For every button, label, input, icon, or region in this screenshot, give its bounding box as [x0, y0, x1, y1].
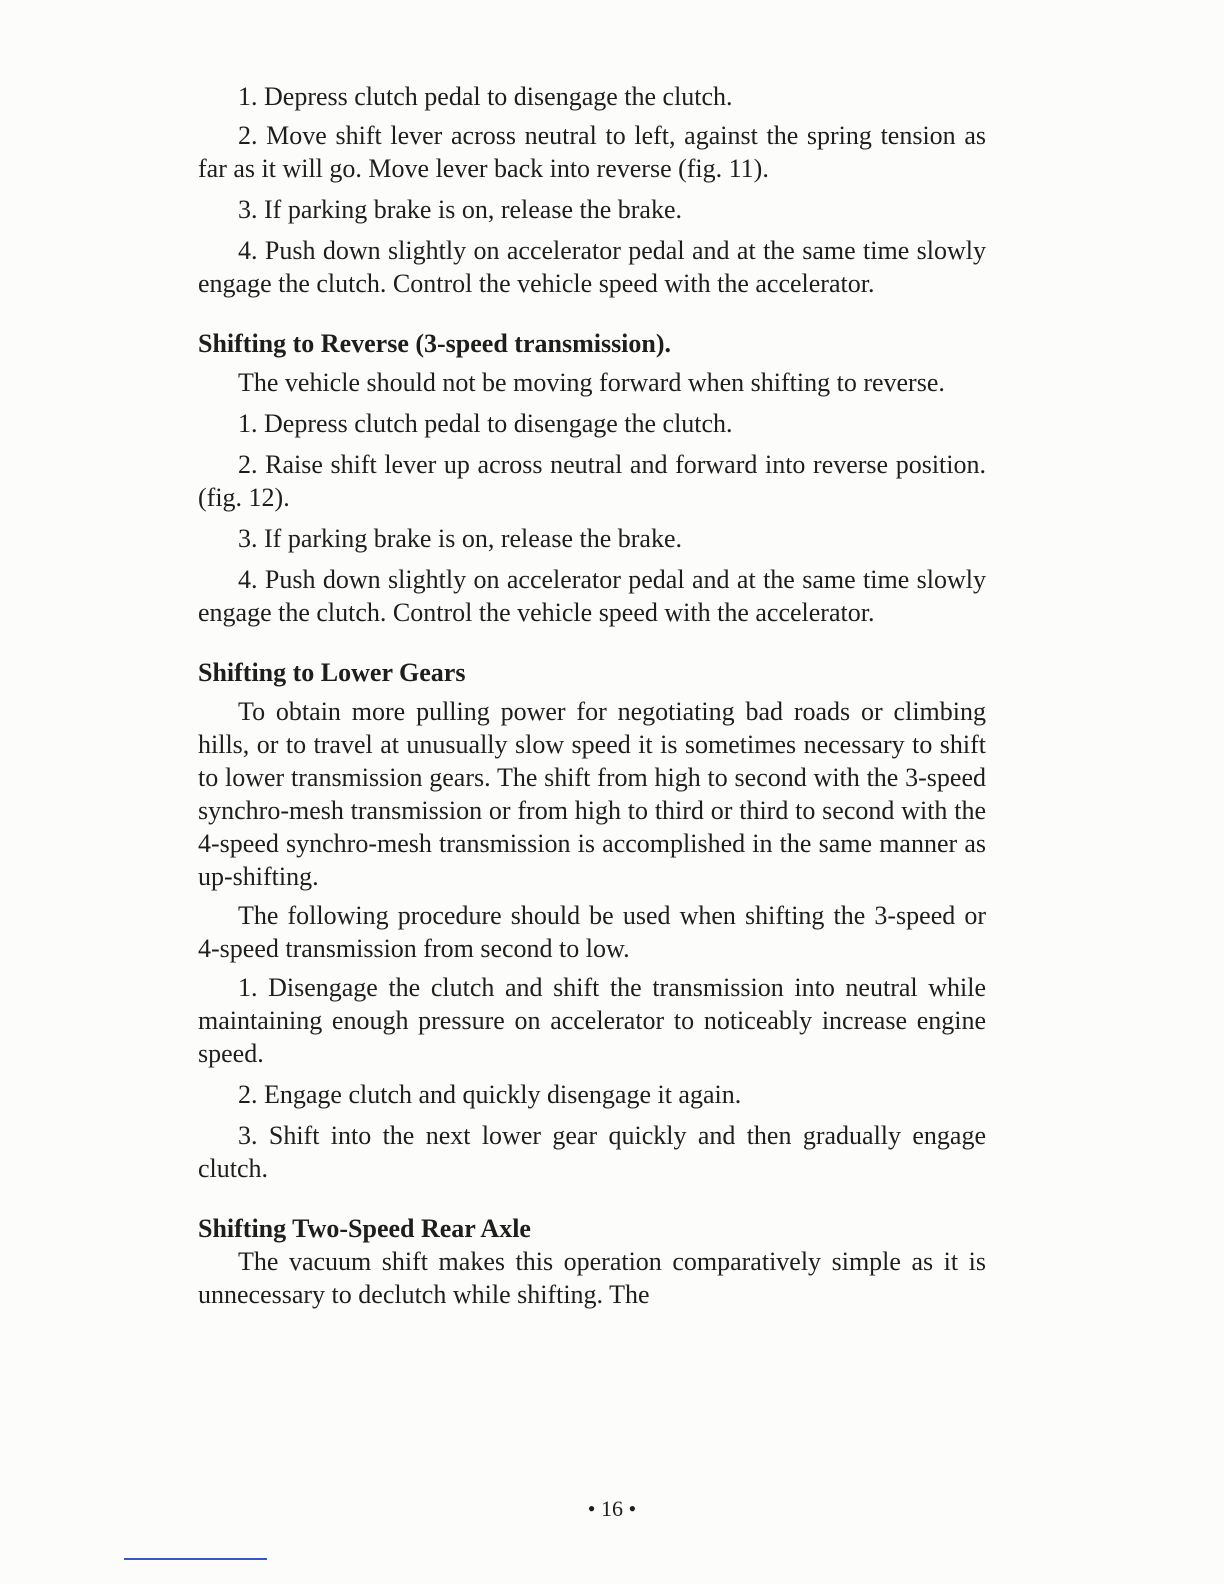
page-number: • 16 • — [587, 1496, 637, 1521]
footnote-rule — [124, 1558, 267, 1560]
step-4: 4. Push down slightly on accelerator pedal and at the same time slowly engage the clutch. Control the vehicle speed with the accelerator. — [198, 565, 986, 627]
paragraph-step-2: 2. Move shift lever across neutral to left, against the spring tension as far as it will go. Move lever back into reverse (fig. 11). — [198, 121, 986, 183]
section-heading: Shifting Two-Speed Rear Axle — [198, 1214, 531, 1243]
section-intro: The vacuum shift makes this operation comparatively simple as it is unnecessary to declutch while shifting. The — [198, 1247, 986, 1309]
step-2: 2. Engage clutch and quickly disengage it again. — [238, 1080, 742, 1109]
step-1: 1. Disengage the clutch and shift the transmission into neutral while maintaining enough pressure on accelerator to noticeably increase engine speed. — [198, 973, 986, 1068]
paragraph-step-4: 4. Push down slightly on accelerator pedal and at the same time slowly engage the clutch. Control the vehicle speed with the accelerator. — [198, 236, 986, 298]
procedure-intro: The following procedure should be used when shifting the 3-speed or 4-speed transmission from second to low. — [198, 901, 986, 963]
section-reverse-3speed — [198, 327, 986, 629]
section-lower-gears — [198, 656, 986, 1185]
paragraph-step-3: 3. If parking brake is on, release the brake. — [238, 195, 682, 224]
step-1: 1. Depress clutch pedal to disengage the clutch. — [238, 409, 733, 438]
step-2: 2. Raise shift lever up across neutral and forward into reverse position. (fig. 12). — [198, 450, 986, 512]
step-3: 3. Shift into the next lower gear quickly and then gradually engage clutch. — [198, 1121, 986, 1183]
section-two-speed-axle — [198, 1212, 986, 1311]
page-body — [198, 80, 986, 1311]
section-intro: To obtain more pulling power for negotiating bad roads or climbing hills, or to travel at unusually slow speed it is sometimes necessary to shift to lower transmission gears. The shift from high to second with the 3-speed synchro-mesh transmission or from high to third or third to second with the 4-speed synchro-mesh transmission is accomplished in the same manner as up-shifting. — [198, 697, 986, 891]
section-heading: Shifting to Reverse (3-speed transmission). — [198, 329, 672, 358]
paragraph-step-1: 1. Depress clutch pedal to disengage the clutch. — [238, 82, 733, 111]
section-intro: The vehicle should not be moving forward when shifting to reverse. — [238, 368, 945, 397]
step-3: 3. If parking brake is on, release the brake. — [238, 524, 682, 553]
section-heading: Shifting to Lower Gears — [198, 658, 466, 687]
